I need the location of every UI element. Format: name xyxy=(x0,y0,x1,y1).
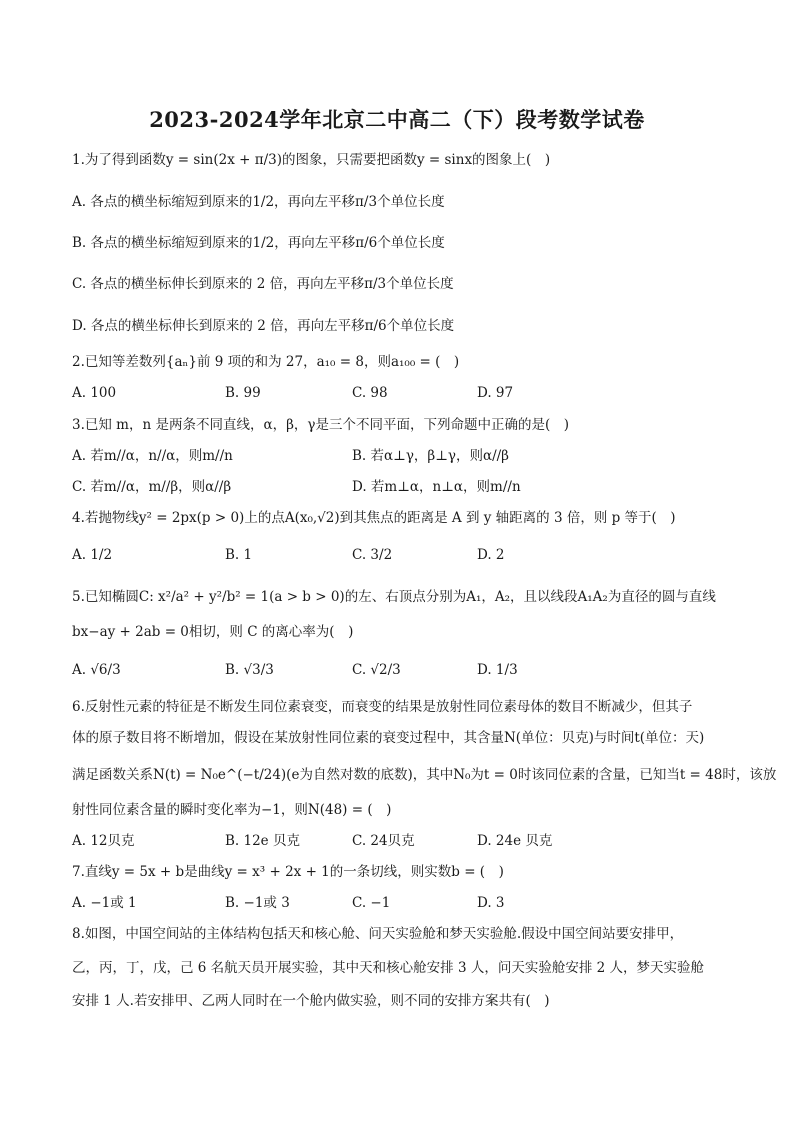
q7-options xyxy=(72,893,722,913)
q6-line-3: 满足函数关系N(t) = N₀e^(−t/24)(e为自然对数的底数)，其中N₀为t = 0时该同位素的含量，已知当t = 48时，该放 xyxy=(72,767,777,783)
q7-option-b: B. −1或 3 xyxy=(225,895,290,911)
q6-option-d: D. 24e 贝克 xyxy=(477,833,553,849)
q7-stem: 7.直线y = 5x + b是曲线y = x³ + 2x + 1的一条切线，则实数b = ( ) xyxy=(72,864,504,880)
q1-option-c: C. 各点的横坐标伸长到原来的 2 倍，再向左平移π/3个单位长度 xyxy=(72,276,454,292)
q6-line-4: 射性同位素含量的瞬时变化率为−1，则N(48) = ( ) xyxy=(72,802,392,818)
q5-stem-cont: bx−ay + 2ab = 0相切，则 C 的离心率为( ) xyxy=(72,624,354,640)
q4-option-c: C. 3/2 xyxy=(352,547,393,563)
q3-stem: 3.已知 m，n 是两条不同直线，α，β，γ是三个不同平面，下列命题中正确的是( ) xyxy=(72,417,569,433)
q6-option-a: A. 12贝克 xyxy=(72,833,135,849)
q3-option-c: C. 若m//α，m//β，则α//β xyxy=(72,479,232,495)
q7-option-c: C. −1 xyxy=(352,895,391,911)
q7-option-d: D. 3 xyxy=(477,895,505,911)
q3-options-row1 xyxy=(72,446,722,466)
q5-option-a: A. √6/3 xyxy=(72,662,121,678)
q4-stem: 4.若抛物线y² = 2px(p > 0)上的点A(x₀,√2)到其焦点的距离是 A 到 y 轴距离的 3 倍，则 p 等于( ) xyxy=(72,510,676,526)
q2-option-a: A. 100 xyxy=(72,385,117,401)
q2-option-b: B. 99 xyxy=(225,385,261,401)
exam-title: 2023-2024学年北京二中高二（下）段考数学试卷 xyxy=(149,107,645,132)
q2-options xyxy=(72,383,722,403)
q5-stem: 5.已知椭圆C: x²/a² + y²/b² = 1(a > b > 0)的左、右顶点分别为A₁，A₂，且以线段A₁A₂为直径的圆与直线 xyxy=(72,589,716,605)
q2-stem: 2.已知等差数列{aₙ}前 9 项的和为 27，a₁₀ = 8，则a₁₀₀ = ( ) xyxy=(72,354,460,370)
q5-option-c: C. √2/3 xyxy=(352,662,401,678)
q8-line-1: 8.如图，中国空间站的主体结构包括天和核心舱、问天实验舱和梦天实验舱.假设中国空间站要安排甲， xyxy=(72,926,684,942)
q1-option-b: B. 各点的横坐标缩短到原来的1/2，再向左平移π/6个单位长度 xyxy=(72,235,445,251)
q5-option-d: D. 1/3 xyxy=(477,662,518,678)
q8-line-2: 乙，丙，丁，戊，己 6 名航天员开展实验，其中天和核心舱安排 3 人，问天实验舱安排 2 人，梦天实验舱 xyxy=(72,960,705,976)
q4-options xyxy=(72,545,722,565)
q5-option-b: B. √3/3 xyxy=(225,662,274,678)
q6-option-b: B. 12e 贝克 xyxy=(225,833,300,849)
q6-line-2: 体的原子数目将不断增加，假设在某放射性同位素的衰变过程中，其含量N(单位：贝克)与时间t(单位：天) xyxy=(72,730,705,746)
q6-line-1: 6.反射性元素的特征是不断发生同位素衰变，而衰变的结果是放射性同位素母体的数目不断减少，但其子 xyxy=(72,699,693,715)
q1-option-a: A. 各点的横坐标缩短到原来的1/2，再向左平移π/3个单位长度 xyxy=(72,194,445,210)
q1-stem: 1.为了得到函数y = sin(2x + π/3)的图象，只需要把函数y = sinx的图象上( ) xyxy=(72,152,551,168)
q2-option-c: C. 98 xyxy=(352,385,388,401)
q3-option-d: D. 若m⊥α，n⊥α，则m//n xyxy=(352,479,521,495)
q5-options xyxy=(72,660,722,680)
q4-option-a: A. 1/2 xyxy=(72,547,113,563)
q4-option-b: B. 1 xyxy=(225,547,253,563)
q3-option-a: A. 若m//α，n//α，则m//n xyxy=(72,448,233,464)
q8-line-3: 安排 1 人.若安排甲、乙两人同时在一个舱内做实验，则不同的安排方案共有( ) xyxy=(72,993,550,1009)
q4-option-d: D. 2 xyxy=(477,547,505,563)
q3-option-b: B. 若α⊥γ，β⊥γ，则α//β xyxy=(352,448,509,464)
q2-option-d: D. 97 xyxy=(477,385,514,401)
q1-option-d: D. 各点的横坐标伸长到原来的 2 倍，再向左平移π/6个单位长度 xyxy=(72,318,455,334)
q6-option-c: C. 24贝克 xyxy=(352,833,415,849)
q6-options xyxy=(72,831,722,851)
q7-option-a: A. −1或 1 xyxy=(72,895,137,911)
q3-options-row2 xyxy=(72,477,722,497)
